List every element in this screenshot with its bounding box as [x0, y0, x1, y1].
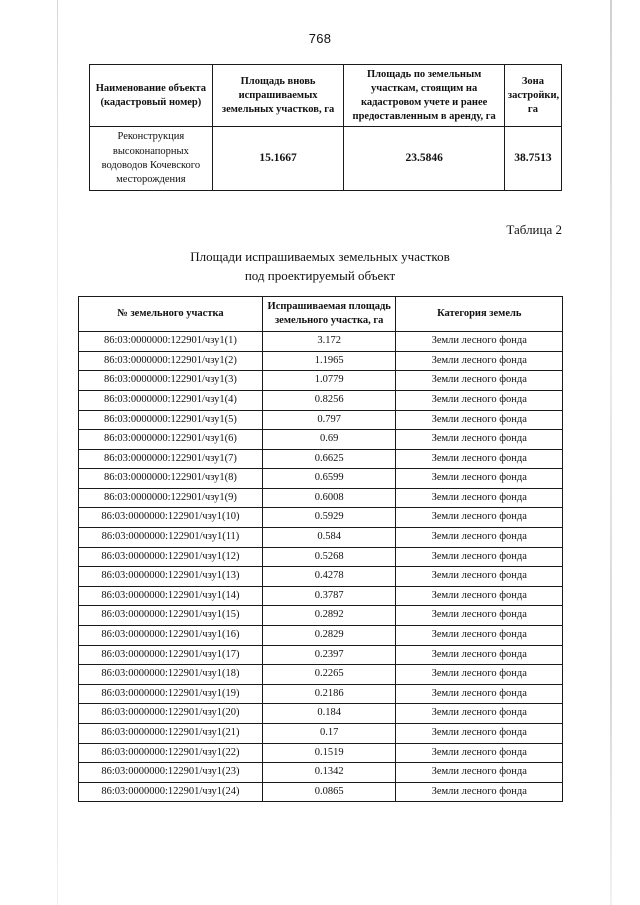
table-2-cell-category: Земли лесного фонда	[396, 410, 563, 430]
table-row	[79, 449, 563, 469]
table-2	[78, 296, 563, 802]
table-2-cell-category: Земли лесного фонда	[396, 724, 563, 744]
table-2-cell-parcel: 86:03:0000000:122901/чзу1(16)	[79, 626, 263, 646]
table-2-cell-area: 0.1519	[262, 743, 396, 763]
table-2-cell-parcel: 86:03:0000000:122901/чзу1(23)	[79, 763, 263, 783]
table-2-cell-area: 0.2186	[262, 684, 396, 704]
table-2-cell-area: 0.2265	[262, 665, 396, 685]
table-row	[79, 371, 563, 391]
table-2-cell-parcel: 86:03:0000000:122901/чзу1(13)	[79, 567, 263, 587]
table-2-cell-category: Земли лесного фонда	[396, 371, 563, 391]
table-2-cell-parcel: 86:03:0000000:122901/чзу1(21)	[79, 724, 263, 744]
table-2-cell-area: 0.6625	[262, 449, 396, 469]
table-1-header-row	[90, 65, 562, 127]
table-2-cell-category: Земли лесного фонда	[396, 684, 563, 704]
table-1-header-registered-area: Площадь по земельным участкам, стоящим на кадастровом учете и ранее предоставленным в аренду, га	[344, 65, 504, 127]
table-row	[79, 626, 563, 646]
table-2-container	[78, 296, 563, 802]
table-2-cell-category: Земли лесного фонда	[396, 763, 563, 783]
table-row	[90, 127, 562, 190]
table-1-cell-object: Реконструкция высоконапорных водоводов Кочевского месторождения	[90, 127, 213, 190]
table-2-cell-area: 0.69	[262, 430, 396, 450]
table-row	[79, 763, 563, 783]
table-row	[79, 547, 563, 567]
page-number: 768	[308, 31, 332, 46]
table-row	[79, 665, 563, 685]
table-2-cell-parcel: 86:03:0000000:122901/чзу1(12)	[79, 547, 263, 567]
table-2-cell-parcel: 86:03:0000000:122901/чзу1(6)	[79, 430, 263, 450]
table-2-cell-parcel: 86:03:0000000:122901/чзу1(22)	[79, 743, 263, 763]
table-row	[79, 351, 563, 371]
table-2-cell-parcel: 86:03:0000000:122901/чзу1(9)	[79, 488, 263, 508]
table-1	[89, 64, 562, 191]
table-2-header-parcel: № земельного участка	[79, 297, 263, 332]
table-2-cell-category: Земли лесного фонда	[396, 567, 563, 587]
table-2-cell-area: 1.1965	[262, 351, 396, 371]
table-2-cell-category: Земли лесного фонда	[396, 645, 563, 665]
table-2-cell-category: Земли лесного фонда	[396, 469, 563, 489]
table-row	[79, 567, 563, 587]
table-2-header-row	[79, 297, 563, 332]
table-2-cell-category: Земли лесного фонда	[396, 528, 563, 548]
table-2-cell-parcel: 86:03:0000000:122901/чзу1(5)	[79, 410, 263, 430]
table-2-cell-category: Земли лесного фонда	[396, 547, 563, 567]
table-2-cell-parcel: 86:03:0000000:122901/чзу1(20)	[79, 704, 263, 724]
table-2-cell-category: Земли лесного фонда	[396, 626, 563, 646]
table-2-cell-category: Земли лесного фонда	[396, 332, 563, 352]
table-2-cell-parcel: 86:03:0000000:122901/чзу1(24)	[79, 782, 263, 802]
table-2-cell-category: Земли лесного фонда	[396, 430, 563, 450]
table-2-cell-category: Земли лесного фонда	[396, 488, 563, 508]
table-2-cell-parcel: 86:03:0000000:122901/чзу1(1)	[79, 332, 263, 352]
table-row	[79, 606, 563, 626]
table-2-cell-category: Земли лесного фонда	[396, 449, 563, 469]
table-2-cell-area: 3.172	[262, 332, 396, 352]
table-2-cell-category: Земли лесного фонда	[396, 390, 563, 410]
table-2-cell-area: 0.2892	[262, 606, 396, 626]
table-2-cell-parcel: 86:03:0000000:122901/чзу1(10)	[79, 508, 263, 528]
table-2-cell-category: Земли лесного фонда	[396, 704, 563, 724]
table-2-cell-area: 0.1342	[262, 763, 396, 783]
table-2-cell-area: 0.584	[262, 528, 396, 548]
table-2-cell-category: Земли лесного фонда	[396, 586, 563, 606]
table-row	[79, 332, 563, 352]
table-2-cell-area: 0.2829	[262, 626, 396, 646]
table-2-title	[0, 248, 640, 286]
table-2-cell-parcel: 86:03:0000000:122901/чзу1(14)	[79, 586, 263, 606]
table-row	[79, 645, 563, 665]
table-2-cell-parcel: 86:03:0000000:122901/чзу1(18)	[79, 665, 263, 685]
table-2-cell-area: 0.797	[262, 410, 396, 430]
table-2-cell-area: 0.17	[262, 724, 396, 744]
table-2-body	[79, 332, 563, 802]
table-2-label: Таблица 2	[506, 222, 562, 237]
table-row	[79, 743, 563, 763]
table-1-header-object: Наименование объекта (кадастровый номер)	[90, 65, 213, 127]
table-2-cell-parcel: 86:03:0000000:122901/чзу1(15)	[79, 606, 263, 626]
table-2-cell-area: 0.5268	[262, 547, 396, 567]
table-row	[79, 469, 563, 489]
table-2-cell-area: 0.2397	[262, 645, 396, 665]
table-2-cell-area: 0.8256	[262, 390, 396, 410]
table-2-cell-parcel: 86:03:0000000:122901/чзу1(4)	[79, 390, 263, 410]
table-row	[79, 390, 563, 410]
table-row	[79, 528, 563, 548]
table-2-title-line-1: Площади испрашиваемых земельных участков	[190, 249, 450, 264]
table-2-cell-area: 0.5929	[262, 508, 396, 528]
table-row	[79, 782, 563, 802]
table-2-cell-parcel: 86:03:0000000:122901/чзу1(17)	[79, 645, 263, 665]
table-2-cell-area: 1.0779	[262, 371, 396, 391]
table-1-container	[89, 64, 562, 191]
table-row	[79, 430, 563, 450]
table-1-header-new-area: Площадь вновь испрашиваемых земельных участков, га	[212, 65, 344, 127]
table-1-cell-build-zone: 38.7513	[504, 127, 561, 190]
scan-artifact-right-edge	[610, 0, 612, 905]
table-row	[79, 586, 563, 606]
table-1-cell-registered-area: 23.5846	[344, 127, 504, 190]
table-row	[79, 488, 563, 508]
table-row	[79, 684, 563, 704]
table-2-cell-category: Земли лесного фонда	[396, 351, 563, 371]
table-2-cell-parcel: 86:03:0000000:122901/чзу1(19)	[79, 684, 263, 704]
table-row	[79, 508, 563, 528]
table-2-cell-category: Земли лесного фонда	[396, 743, 563, 763]
table-2-cell-area: 0.4278	[262, 567, 396, 587]
table-2-cell-area: 0.3787	[262, 586, 396, 606]
table-1-header-build-zone: Зона застройки, га	[504, 65, 561, 127]
table-2-cell-area: 0.184	[262, 704, 396, 724]
table-2-cell-category: Земли лесного фонда	[396, 665, 563, 685]
table-2-cell-parcel: 86:03:0000000:122901/чзу1(2)	[79, 351, 263, 371]
table-2-cell-category: Земли лесного фонда	[396, 606, 563, 626]
table-2-cell-parcel: 86:03:0000000:122901/чзу1(3)	[79, 371, 263, 391]
table-2-cell-parcel: 86:03:0000000:122901/чзу1(8)	[79, 469, 263, 489]
table-2-title-line-2: под проектируемый объект	[244, 267, 396, 283]
scan-artifact-left-edge	[57, 0, 58, 905]
table-2-cell-area: 0.6008	[262, 488, 396, 508]
table-row	[79, 704, 563, 724]
table-row	[79, 410, 563, 430]
table-2-cell-category: Земли лесного фонда	[396, 782, 563, 802]
table-2-header-category: Категория земель	[396, 297, 563, 332]
table-2-cell-parcel: 86:03:0000000:122901/чзу1(7)	[79, 449, 263, 469]
table-1-cell-new-area: 15.1667	[212, 127, 344, 190]
table-2-cell-area: 0.6599	[262, 469, 396, 489]
table-2-header-area: Испрашиваемая площадь земельного участка, га	[262, 297, 396, 332]
table-row	[79, 724, 563, 744]
table-2-cell-category: Земли лесного фонда	[396, 508, 563, 528]
table-2-cell-parcel: 86:03:0000000:122901/чзу1(11)	[79, 528, 263, 548]
table-2-cell-area: 0.0865	[262, 782, 396, 802]
